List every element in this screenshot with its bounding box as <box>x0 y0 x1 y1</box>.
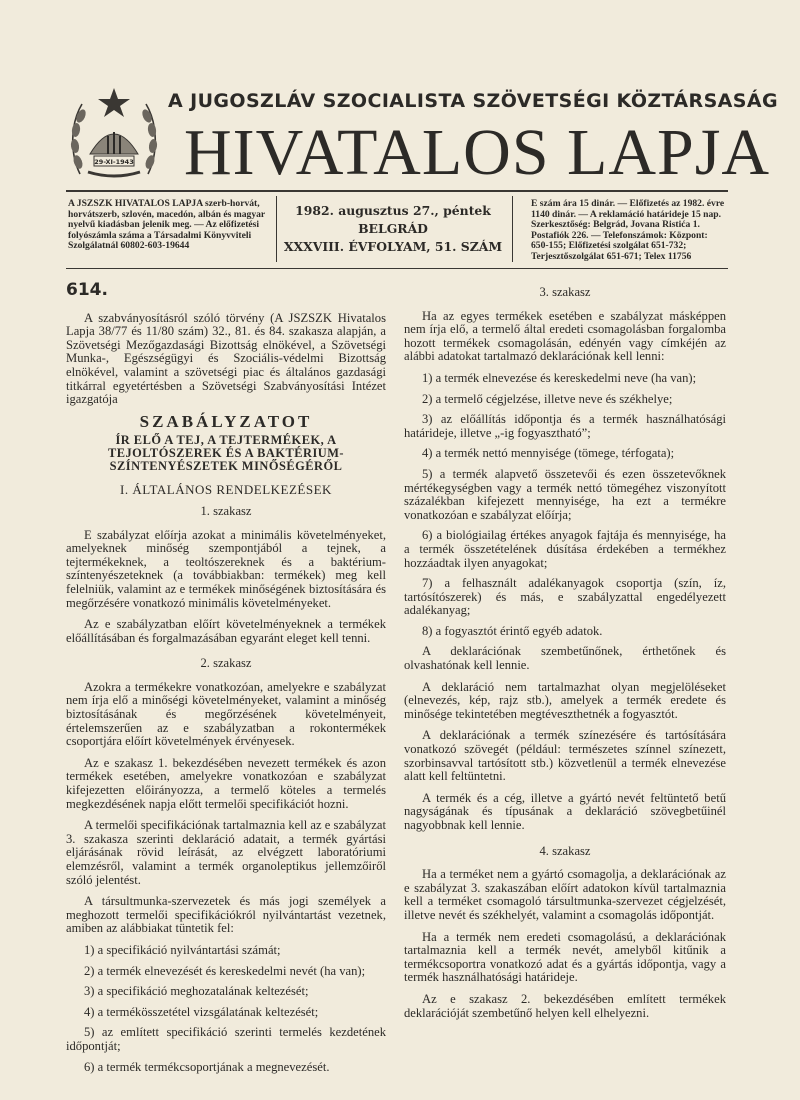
issue-date: 1982. augusztus 27., péntek <box>295 203 491 218</box>
list-item: 4) a termék nettó mennyisége (tömege, térfogata); <box>422 446 675 461</box>
paragraph: Azokra a termékekre vonatkozóan, amelyekre e szabályzat nem írja elő a minőségi követelményeket, valamint a minőség biztosításának és megőrzésének követelményeit, értelemszerűen az e szabályzatban a rokontermékek csoportjára előírt követelmények érvényesek. <box>66 679 386 749</box>
list-item: 2) a termelő cégjelzése, illetve neve és székhelye; <box>422 391 673 406</box>
section-heading: 3. szakasz <box>539 285 591 299</box>
emblem-date: 29-XI-1943 <box>94 158 134 166</box>
state-emblem <box>68 84 160 182</box>
masthead-supertitle: A JUGOSZLÁV SZOCIALISTA SZÖVETSÉGI KÖZTÁRSASÁG <box>168 90 778 112</box>
list-item: 8) a fogyasztót érintő egyéb adatok. <box>422 623 603 638</box>
section-heading: 4. szakasz <box>539 843 591 858</box>
masthead-title: HIVATALOS LAPJA <box>184 116 771 189</box>
list-item: 3) a specifikáció meghozatalának keltezését; <box>84 984 309 999</box>
list-item: 5) a termék alapvető összetevői és ezen összetevőknek mértékegységben vagy a termék nettó tömegéhez viszonyított százalékban kifejezett mennyisége, ha ezt a termékre vonatkozóan e szabályzat előírja; <box>404 466 726 522</box>
paragraph: A termék és a cég, illetve a gyártó nevét feltüntető betű nagyságának és típusának a deklaráció szövegbetűinél nagyobbnak kell lennie. <box>404 790 726 832</box>
list-item: 3) az előállítás időpontja és a termék használhatósági határideje, illetve „-ig fogyasztható”; <box>404 412 726 440</box>
list-item: 1) a termék elnevezése és kereskedelmi neve (ha van); <box>422 370 697 385</box>
divider <box>276 196 277 262</box>
paragraph: Az e szabályzatban előírt követelményeknek a termékek előállításában és forgalmazásában egyaránt eleget kell tenni. <box>66 617 386 645</box>
publication-info: A JSZSZK HIVATALOS LAPJA szerb-horvát, horvátszerb, szlovén, macedón, albán és magyar nyelvű kiadásban jelenik meg. — Az előfizetési folyószámla száma a Társadalmi Könyvviteli Szolgálatnál 60802-603-19644 <box>68 198 266 252</box>
issue-city: BELGRÁD <box>358 221 428 236</box>
paragraph: Az e szakasz 1. bekezdésében nevezett termékek és azon termékek esetében, amelyekre vonatkozóan e szabályzat kifejezetten előirányozza, a termelő köteles a termelés megkezdésének napja előtt termelői specifikációt hozni. <box>66 755 386 811</box>
section-heading: 1. szakasz <box>200 503 252 518</box>
list-item: 6) a biológiailag értékes anyagok fajtája és mennyisége, ha a termék összetételének dúsítása érdekében a termékhez hozzáadtak ilyen anyagokat; <box>404 528 726 570</box>
masthead-rule-top <box>66 190 728 192</box>
divider <box>512 196 513 262</box>
paragraph: E szabályzat előírja azokat a minimális követelményeket, amelyeknek minőség szempontjából a tejnek, a tejtermékeknek, a teoltószereknek és a baktérium-színtenyészeteknek (a továbbiakban: termékek) meg kell felelniük, valamint az e termékek minőségének biztosítására és megőrzésére vonatkozó minimális követelményeket. <box>66 527 386 610</box>
paragraph: A deklarációnak a termék színezésére és tartósítására vonatkozó szövegét (például: természetes színnel színezett, szorbinsavval tartósított stb.) közvetlenül a termék elnevezése alatt kell feltüntetni. <box>404 728 726 784</box>
chapter-heading: I. ÁLTALÁNOS RENDELKEZÉSEK <box>120 482 332 498</box>
list-item: 1) a specifikáció nyilvántartási számát; <box>84 942 281 957</box>
list-item: 7) a felhasznált adalékanyagok csoportja (szín, íz, tartósítószerek) és más, e szabályzattal engedélyezett adalékanyag; <box>404 576 726 618</box>
list-item: 2) a termék elnevezését és kereskedelmi nevét (ha van); <box>84 963 366 978</box>
paragraph: A deklaráció nem tartalmazhat olyan megjelöléseket (elnevezés, kép, rajz stb.), amelyek a termék eredete és minősége tekintetében megtéveszthetnék a fogyasztót. <box>404 679 726 721</box>
issue-volume: XXXVIII. ÉVFOLYAM, 51. SZÁM <box>283 239 503 254</box>
right-column <box>404 280 726 1028</box>
section-heading: 2. szakasz <box>200 656 252 671</box>
preamble: A szabványosításról szóló törvény (A JSZSZK Hivatalos Lapja 38/77 és 11/80 szám) 32., 81. és 84. szakasza alapján, a Szövetségi Mezőgazdasági Bizottság elnökével, a Szövetségi Munka-, Egészségügyi és Szociális-védelmi Bizottság elnökével, valamint a szövetségi piac és általános gazdasági titkárral egyetértésben a Szövetségi Szabványosítási Intézet igazgatója <box>66 310 386 407</box>
act-number: 614. <box>66 280 108 300</box>
price-and-contact-info: E szám ára 15 dinár. — Előfizetés az 1982. évre 1140 dinár. — A reklamáció határideje 15 nap. Szerkesztőség: Belgrád, Jovana Ristića 1. Postafiók 226. — Telefonszámok: Központ: 650-155; Előfizetési szolgálat 651-732; Terjesztőszolgálat 651-671; Telex 11756 <box>531 198 725 262</box>
list-item: 4) a termékösszetétel vizsgálatának keltezését; <box>84 1004 319 1019</box>
paragraph: Ha a termék nem eredeti csomagolású, a deklarációnak tartalmaznia kell a termék nevét, amelyből kitűnik a termékcsoportra vonatkozó adat és a gyártás időpontja, vagy a termék használhatósági határideje. <box>404 929 726 985</box>
left-column <box>66 280 386 1081</box>
list-item: 5) az említett specifikáció szerinti termelés kezdetének időpontját; <box>66 1025 386 1053</box>
list-item: 6) a termék termékcsoportjának a megnevezését. <box>84 1059 330 1074</box>
paragraph: Az e szakasz 2. bekezdésében említett termékek deklarációját szembetűnő helyen kell elhelyezni. <box>404 991 726 1020</box>
issue-info <box>280 202 506 256</box>
paragraph: Ha az egyes termékek esetében e szabályzat másképpen nem írja elő, a termelő által eredeti csomagolásban forgalomba hozott termékek csomagolásán, edényén vagy címkéjén az alábbi adatokat tartalmazó deklarációnak kell lenni: <box>404 308 726 364</box>
paragraph: A társultmunka-szervezetek és más jogi személyek a meghozott termelői specifikációkról nyilvántartást vezetnek, amiben az alábbiakat tüntetik fel: <box>66 894 386 936</box>
paragraph: Ha a terméket nem a gyártó csomagolja, a deklarációnak az e szabályzat 3. szakaszában előírt adatokon kívül tartalmaznia kell a terméket csomagoló társultmunka-szervezet cégjelzését, illetve nevét és székhelyét, valamint a csomagolás időpontját. <box>404 867 726 922</box>
masthead-rule-bottom <box>66 268 728 269</box>
regulation-subtitle: ÍR ELŐ A TEJ, A TEJTERMÉKEK, A TEJOLTÓSZEREK ÉS A BAKTÉRIUM-SZÍNTENYÉSZETEK MINŐSÉGÉRŐL <box>107 433 345 474</box>
regulation-title: SZABÁLYZATOT <box>139 411 313 431</box>
paragraph: A termelői specifikációnak tartalmaznia kell az e szabályzat 3. szakasza szerinti deklaráció adatait, a termék gyártási eljárásának rövid leírását, az elvégzett laboratóriumi elemzésről, valamint a termék organoleptikus jellemzőiről szóló jelentést. <box>66 818 386 887</box>
paragraph: A deklarációnak szembetűnőnek, érthetőnek és olvashatónak kell lennie. <box>404 644 726 673</box>
